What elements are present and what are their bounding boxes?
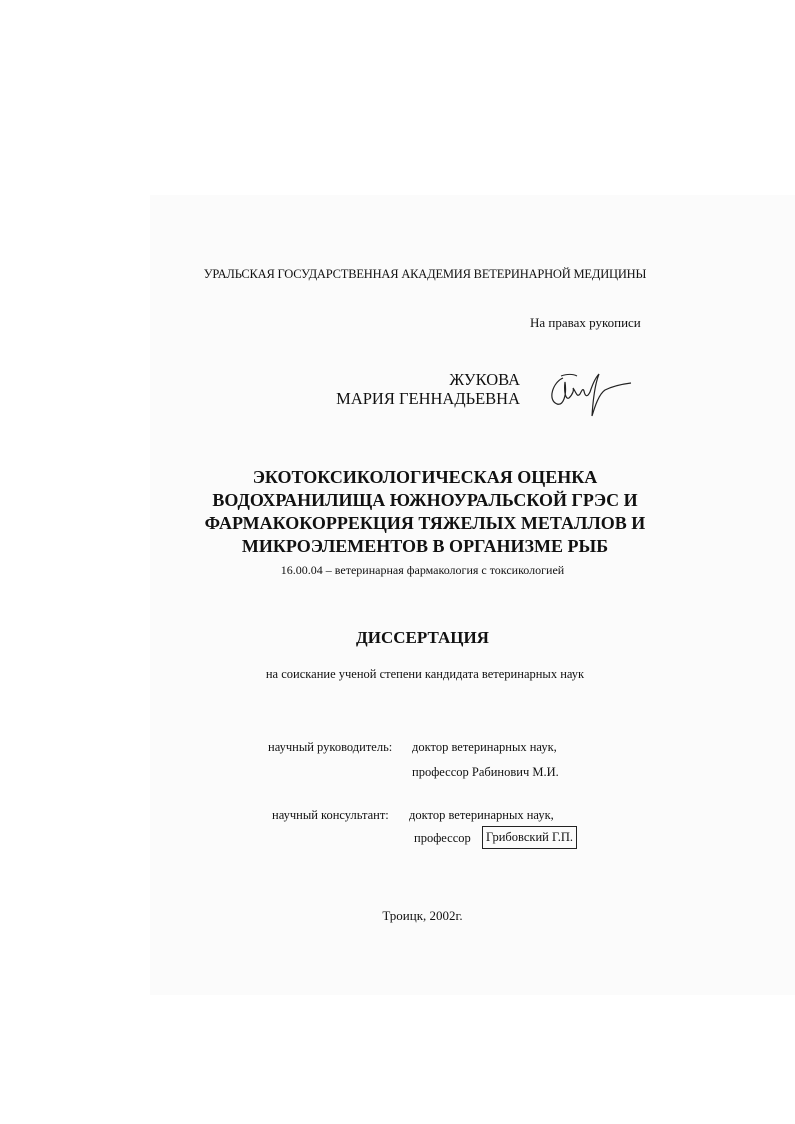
- consultant-name-box: Грибовский Г.П.: [482, 826, 577, 849]
- signature-stroke: [552, 374, 631, 416]
- supervisor-name: профессор Рабинович М.И.: [412, 765, 559, 779]
- specialty-code: 16.00.04 – ветеринарная фармакология с токсикологией: [280, 563, 565, 577]
- scanned-page: [150, 195, 795, 995]
- title-line: МИКРОЭЛЕМЕНТОВ В ОРГАНИЗМЕ РЫБ: [241, 536, 609, 556]
- consultant-title: профессор: [414, 831, 471, 845]
- title-line: ВОДОХРАНИЛИЩА ЮЖНОУРАЛЬСКОЙ ГРЭС И: [212, 490, 638, 510]
- supervisor-label: научный руководитель:: [268, 740, 393, 754]
- author-surname: ЖУКОВА: [449, 370, 520, 389]
- signature-flourish: [561, 375, 577, 377]
- degree-description: на соискание ученой степени кандидата ветеринарных наук: [265, 667, 585, 681]
- author-signature: [543, 370, 633, 420]
- consultant-degree: доктор ветеринарных наук,: [409, 808, 554, 822]
- consultant-label: научный консультант:: [272, 808, 389, 822]
- document-type: ДИССЕРТАЦИЯ: [356, 628, 489, 647]
- title-line: ФАРМАКОКОРРЕКЦИЯ ТЯЖЕЛЫХ МЕТАЛЛОВ И: [204, 513, 646, 533]
- supervisor-degree: доктор ветеринарных наук,: [412, 740, 557, 754]
- title-line: ЭКОТОКСИКОЛОГИЧЕСКАЯ ОЦЕНКА: [252, 467, 598, 487]
- place-and-year: Троицк, 2002г.: [382, 908, 463, 923]
- author-given-names: МАРИЯ ГЕННАДЬЕВНА: [336, 389, 520, 408]
- institution-name: УРАЛЬСКАЯ ГОСУДАРСТВЕННАЯ АКАДЕМИЯ ВЕТЕРИНАРНОЙ МЕДИЦИНЫ: [203, 267, 647, 281]
- dissertation-title: [160, 466, 690, 558]
- rights-note: На правах рукописи: [530, 315, 641, 330]
